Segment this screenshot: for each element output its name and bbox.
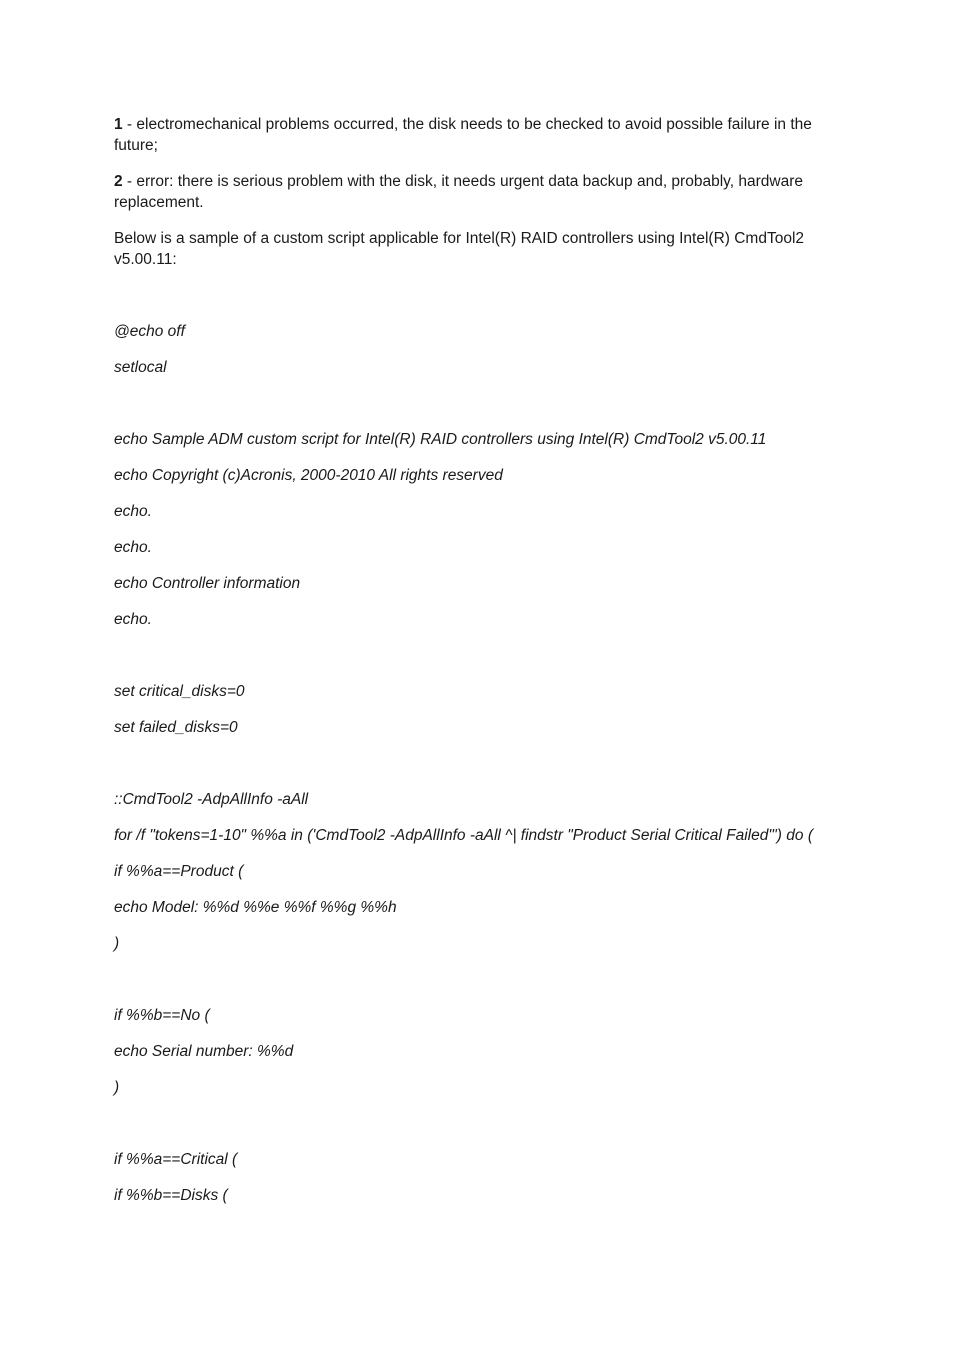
script-line: echo Sample ADM custom script for Intel(R) RAID controllers using Intel(R) CmdTool2 v5.00.11 bbox=[114, 431, 767, 448]
script-line: ::CmdTool2 -AdpAllInfo -aAll bbox=[114, 791, 309, 808]
script-line: echo. bbox=[114, 503, 152, 520]
paragraph-status-1 bbox=[114, 114, 844, 156]
script-line: if %%a==Critical ( bbox=[114, 1151, 238, 1168]
script-line: setlocal bbox=[114, 359, 167, 376]
script-line: echo. bbox=[114, 611, 152, 628]
paragraph-status-2 bbox=[114, 171, 844, 213]
script-line: set failed_disks=0 bbox=[114, 719, 238, 736]
status-number: 1 bbox=[114, 116, 123, 133]
script-line: echo Controller information bbox=[114, 575, 301, 592]
script-line: if %%b==Disks ( bbox=[114, 1187, 228, 1204]
paragraph-intro: Below is a sample of a custom script applicable for Intel(R) RAID controllers using Intel(R) CmdTool2 v5.00.11: bbox=[114, 230, 805, 268]
script-line: ) bbox=[114, 935, 120, 952]
script-line: @echo off bbox=[114, 323, 185, 340]
status-description: - electromechanical problems occurred, the disk needs to be checked to avoid possible failure in the future; bbox=[114, 116, 812, 154]
status-description: - error: there is serious problem with the disk, it needs urgent data backup and, probably, hardware replacement. bbox=[114, 173, 803, 211]
status-number: 2 bbox=[114, 173, 123, 190]
document-content bbox=[114, 114, 844, 1206]
script-line: for /f "tokens=1-10" %%a in ('CmdTool2 -AdpAllInfo -aAll ^| findstr "Product Serial Critical Failed"') do ( bbox=[114, 827, 813, 844]
script-line: echo Serial number: %%d bbox=[114, 1043, 294, 1060]
script-line: if %%a==Product ( bbox=[114, 863, 244, 880]
script-line: echo Model: %%d %%e %%f %%g %%h bbox=[114, 899, 397, 916]
script-line: if %%b==No ( bbox=[114, 1007, 210, 1024]
script-line: echo Copyright (c)Acronis, 2000-2010 All rights reserved bbox=[114, 467, 503, 484]
script-line: echo. bbox=[114, 539, 152, 556]
script-line: set critical_disks=0 bbox=[114, 683, 245, 700]
script-line: ) bbox=[114, 1079, 120, 1096]
